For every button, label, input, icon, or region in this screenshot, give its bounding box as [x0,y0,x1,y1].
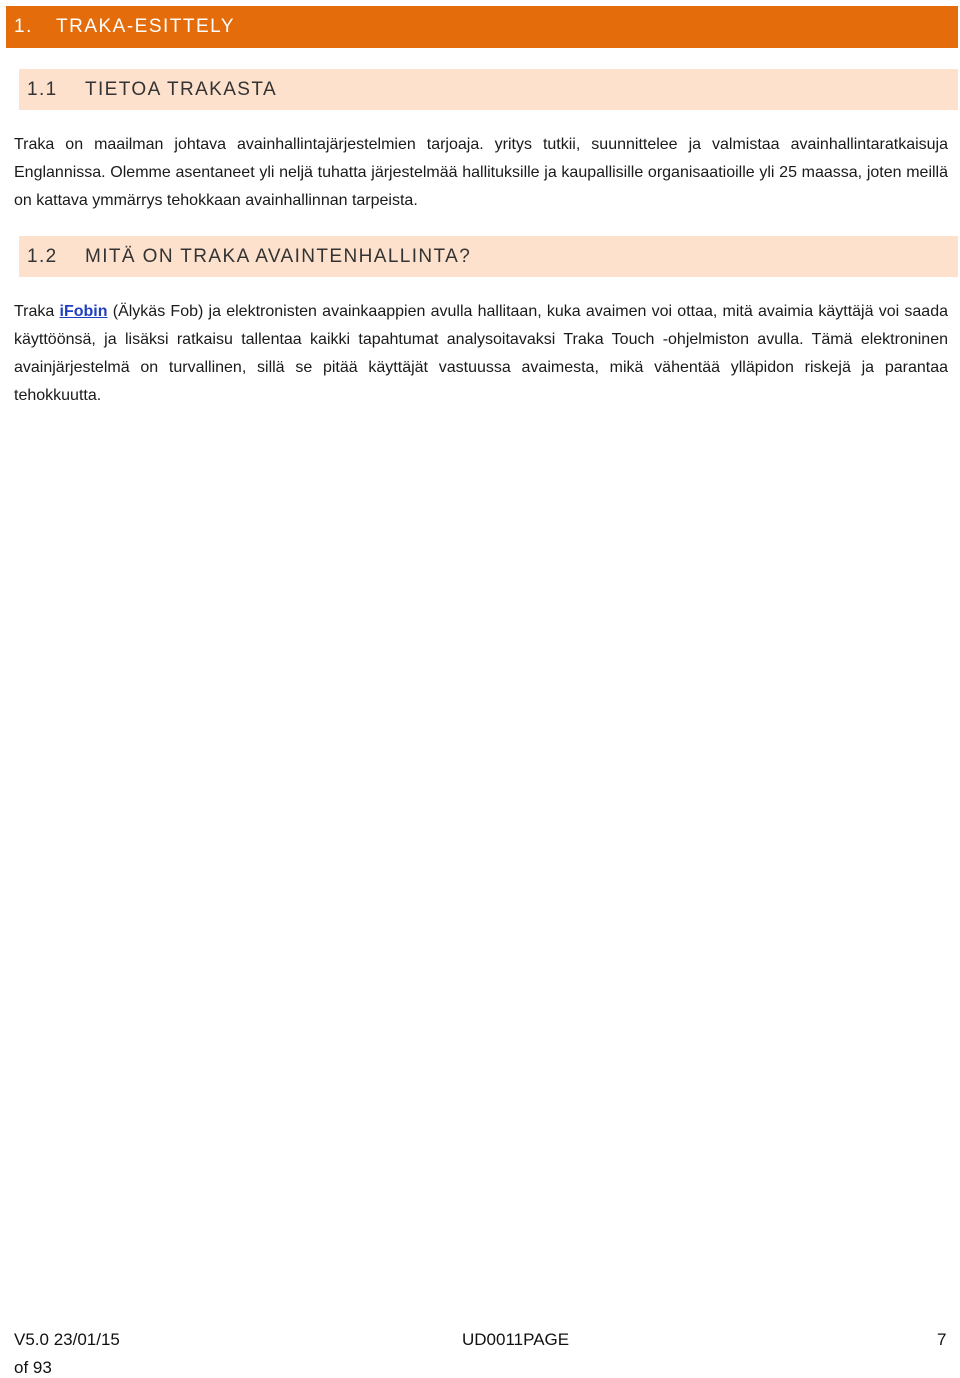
paragraph-key-management [14,298,948,410]
footer-doc-code: UD0011PAGE [462,1330,570,1349]
footer-page-number: 7 [937,1330,947,1349]
ifobin-link[interactable]: iFobin [59,303,108,320]
paragraph-text-start: Traka [14,303,60,320]
section-title: TRAKA-ESITTELY [56,16,236,37]
section-heading [6,6,958,48]
subsection-heading-1-1 [19,69,958,110]
subsection-title: MITÄ ON TRAKA AVAINTENHALLINTA? [85,245,472,267]
footer-version: V5.0 23/01/15 [14,1330,120,1349]
subsection-title: TIETOA TRAKASTA [85,78,278,100]
paragraph-about-traka: Traka on maailman johtava avainhallintajärjestelmien tarjoaja. yritys tutkii, suunnittelee ja valmistaa avainhallintaratkaisuja Englannissa. Olemme asentaneet yli neljä tuhatta järjestelmää hallituksille ja kaupallisille organisaatioille yli 25 maassa, joten meillä on kattava ymmärrys tehokkaan avainhallinnan tarpeista. [14,136,948,209]
footer-page-total: of 93 [14,1358,52,1377]
paragraph-text-rest: (Älykäs Fob) ja elektronisten avainkaappien avulla hallitaan, kuka avaimen voi ottaa, mitä avaimia käyttäjä voi saada käyttöönsä, ja lisäksi ratkaisu tallentaa kaikki tapahtumat analysoitavaksi Traka Touch -ohjelmiston avulla. Tämä elektroninen avainjärjestelmä on turvallinen, sillä se pitää käyttäjät vastuussa avaimesta, mikä vähentää ylläpidon riskejä ja parantaa tehokkuutta. [14,303,949,404]
subsection-number: 1.1 [27,78,58,100]
subsection-number: 1.2 [27,245,58,267]
subsection-heading-1-2 [19,236,958,277]
section-number: 1. [14,16,33,37]
